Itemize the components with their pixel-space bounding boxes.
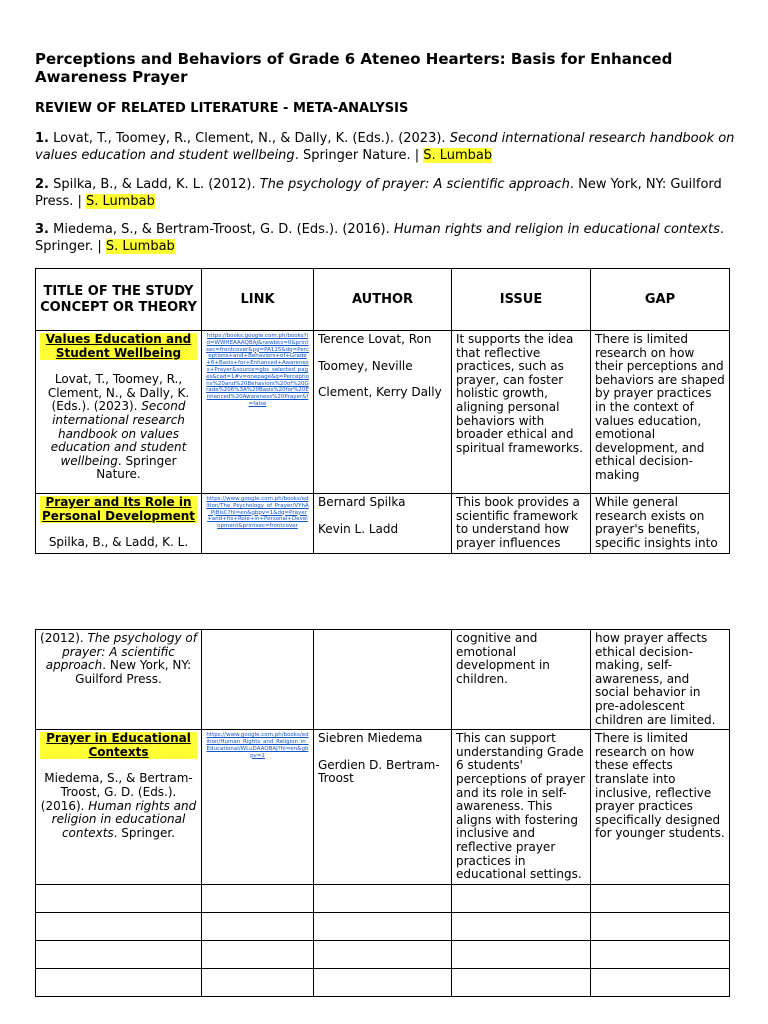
author-cell: Bernard Spilka Kevin L. Ladd [314, 494, 452, 554]
book-link[interactable]: https://books.google.com.ph/books?id=WWHEAAAQBAJ&newbks=0&printsec=frontcover&pg=PA115&dq=Perceptions+and+Behaviors+of+Grade+6+Basis+for+Enhanced+Awareness+Prayer&source=gbs_selected_pages&cad=1#v=onepage&q=Perceptions%20and%20Behaviors%20of%20Grade%206%3A%20Basis%20for%20Enhanced%20Awareness%20Prayer&f=false [206, 333, 309, 407]
empty-row [36, 912, 730, 940]
author-cell [314, 630, 452, 730]
header-author: AUTHOR [314, 269, 452, 331]
empty-row [36, 968, 730, 996]
link-cell[interactable] [202, 494, 314, 554]
concept-cell: (2012). The psychology of prayer: A scientific approach. New York, NY: Guilford Press. [36, 630, 202, 730]
issue-cell: cognitive and emotional development in children. [452, 630, 591, 730]
reference-1: 1. Lovat, T., Toomey, R., Clement, N., & Dally, K. (Eds.). (2023). Second international research handbook on values education and student wellbeing. Springer Nature. | S. Lumbab [35, 131, 735, 163]
document-title: Perceptions and Behaviors of Grade 6 Ateneo Hearters: Basis for Enhanced Awareness Prayer [35, 50, 673, 86]
header-gap: GAP [591, 269, 730, 331]
concept-title: Prayer in Educational Contexts [40, 732, 197, 759]
table-row [36, 730, 730, 885]
table-header-row [36, 269, 730, 331]
gap-cell: While general research exists on prayer's benefits, specific insights into [591, 494, 730, 554]
concept-title: Prayer and Its Role in Personal Development [41, 495, 196, 523]
reference-tag: S. Lumbab [105, 239, 175, 254]
header-link: LINK [202, 269, 314, 331]
reference-2: 2. Spilka, B., & Ladd, K. L. (2012). The psychology of prayer: A scientific approach. New York, NY: Guilford Press. | S. Lumbab [35, 177, 722, 209]
section-heading: REVIEW OF RELATED LITERATURE - META-ANALYSIS [35, 101, 409, 116]
concept-cell: Values Education and Student Wellbeing Lovat, T., Toomey, R., Clement, N., & Dally, K. (Eds.). (2023). Second international research handbook on values education and student wellbeing. Springer Nature. [36, 331, 202, 494]
issue-cell: This can support understanding Grade 6 students' perceptions of prayer and its role in self-awareness. This aligns with fostering inclusive and reflective prayer practices in educational settings. [452, 730, 591, 885]
link-cell[interactable] [202, 730, 314, 885]
concept-cell: Prayer in Educational Contexts Miedema, S., & Bertram-Troost, G. D. (Eds.). (2016). Human rights and religion in educational contexts. Springer. [36, 730, 202, 885]
empty-row [36, 884, 730, 912]
header-issue: ISSUE [452, 269, 591, 331]
empty-row [36, 940, 730, 968]
gap-cell: There is limited research on how these effects translate into inclusive, reflective prayer practices specifically designed for younger students. [591, 730, 730, 885]
reference-tag: S. Lumbab [86, 194, 155, 209]
gap-cell: how prayer affects ethical decision-making, self-awareness, and social behavior in pre-adolescent children are limited. [591, 630, 730, 730]
book-link[interactable]: https://www.google.com.ph/books/edition/Human_Rights_and_Religion_in_Educational/WLuDAAQBAJ?hl=en&gbpv=1 [206, 732, 309, 759]
author-cell: Terence Lovat, Ron Toomey, Neville Clement, Kerry Dally [314, 331, 452, 494]
book-link[interactable]: https://www.google.com.ph/books/edition/The_Psychology_of_Prayer/VYhA_PjBlsC?hl=en&gbpv=1&dq=Prayer+and+Its+Role+in+Personal+Development&printsec=frontcover [206, 496, 309, 530]
link-cell [202, 630, 314, 730]
author-cell: Siebren Miedema Gerdien D. Bertram-Troost [314, 730, 452, 885]
link-cell[interactable] [202, 331, 314, 494]
table-row [36, 331, 730, 494]
literature-table [35, 268, 730, 554]
issue-cell: This book provides a scientific framework to understand how prayer influences [452, 494, 591, 554]
table-row [36, 494, 730, 554]
reference-tag: S. Lumbab [423, 148, 493, 163]
issue-cell: It supports the idea that reflective practices, such as prayer, can foster holistic growth, aligning personal behaviors with broader ethical and spiritual frameworks. [452, 331, 591, 494]
concept-title: Values Education and Student Wellbeing [40, 333, 197, 360]
reference-3: 3. Miedema, S., & Bertram-Troost, G. D. (Eds.). (2016). Human rights and religion in educational contexts. Springer. | S. Lumbab [35, 222, 725, 254]
concept-cell: Prayer and Its Role in Personal Development Spilka, B., & Ladd, K. L. [36, 494, 202, 554]
literature-table-continued [35, 629, 730, 997]
header-title: TITLE OF THE STUDY CONCEPT OR THEORY [36, 269, 202, 331]
table-row [36, 630, 730, 730]
gap-cell: There is limited research on how their perceptions and behaviors are shaped by prayer practices in the context of values education, emotional development, and ethical decision-making [591, 331, 730, 494]
